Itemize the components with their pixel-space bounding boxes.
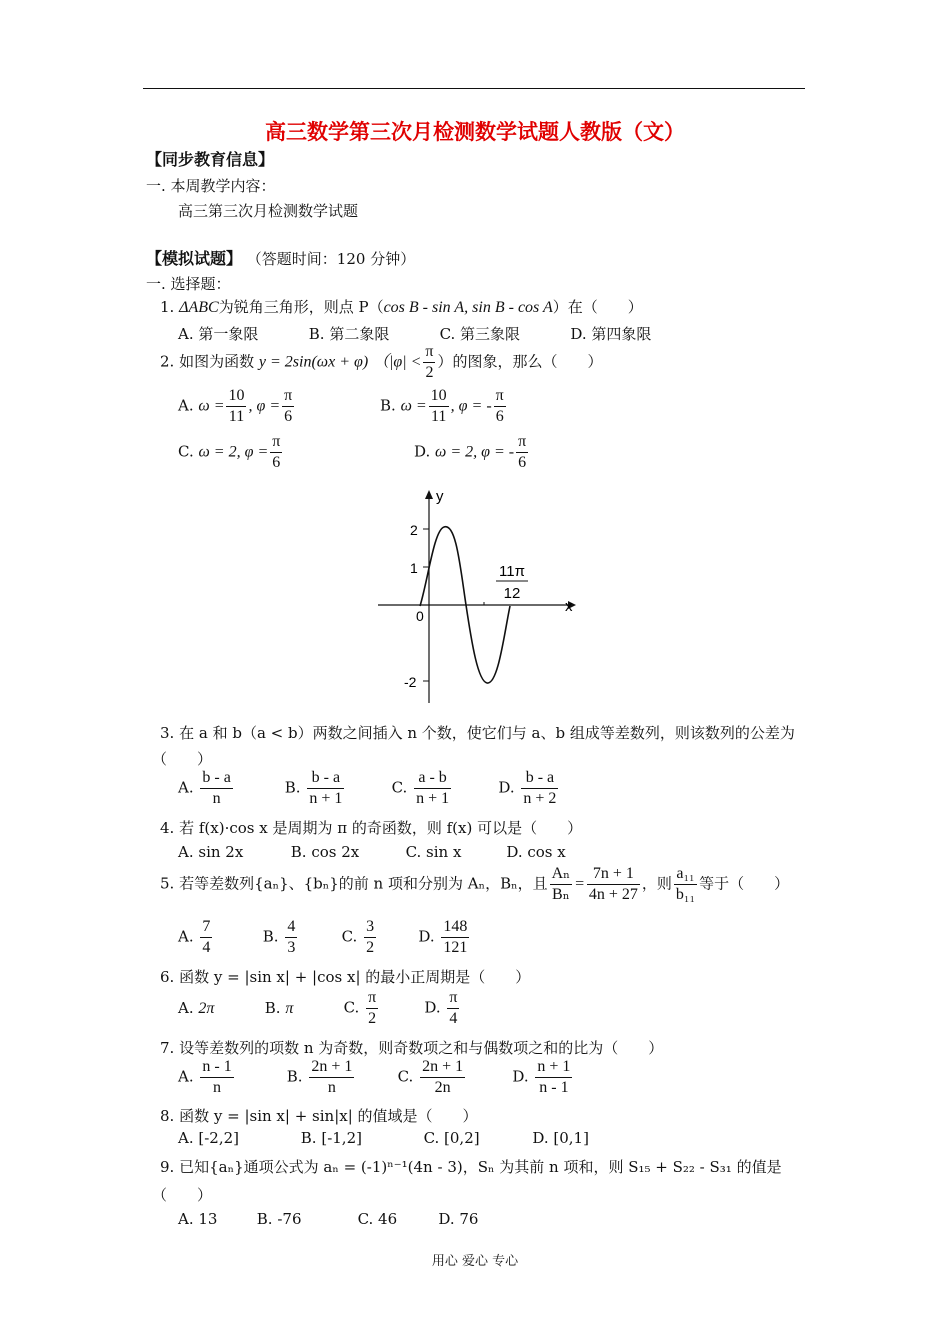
question-3-blank: （ ） xyxy=(152,750,213,768)
option-label: D. xyxy=(424,998,441,1017)
q7-options xyxy=(178,1057,574,1098)
fraction xyxy=(366,988,378,1029)
denominator: 6 xyxy=(284,408,293,425)
numerator: 4 xyxy=(285,917,297,938)
numerator: π xyxy=(423,342,435,363)
q2-option-c xyxy=(178,432,284,473)
question-number: 5. xyxy=(160,874,175,893)
question-number: 9. xyxy=(160,1158,175,1176)
x-mark-denominator: 12 xyxy=(503,585,521,602)
option-label: D. xyxy=(512,1067,529,1086)
option-b xyxy=(263,917,337,958)
option-label: D. xyxy=(498,778,515,797)
option-expr: ω = 2, φ = xyxy=(198,443,269,461)
fraction xyxy=(494,386,506,427)
denominator: n - 1 xyxy=(539,1079,569,1096)
option-expr: ω = 2, φ = - xyxy=(435,443,515,461)
y-axis-arrow xyxy=(425,490,433,499)
question-3 xyxy=(160,722,795,743)
function-expr: y = 2sin(ωx + φ) xyxy=(258,353,369,371)
option-d: D. 76 xyxy=(438,1210,479,1228)
question-text: 函数 y = |sin x| + sin|x| 的值域是（ ） xyxy=(179,1107,478,1125)
option-label: C. xyxy=(341,927,358,946)
option-label: B. xyxy=(284,778,301,797)
option-d xyxy=(512,1057,574,1098)
numerator: b - a xyxy=(200,768,232,789)
option-c: C. 第三象限 xyxy=(439,325,521,343)
triangle-expr: ΔABC xyxy=(179,299,219,316)
denominator: n xyxy=(213,1079,222,1096)
fraction xyxy=(429,386,449,427)
option-label: C. xyxy=(178,442,194,461)
fraction xyxy=(447,988,459,1029)
option-c xyxy=(392,768,494,809)
question-tail: ）在（ ） xyxy=(552,298,643,316)
sine-graph xyxy=(370,485,590,710)
numerator: 7n + 1 xyxy=(587,864,640,885)
denominator: 4n + 27 xyxy=(588,886,638,903)
option-d: D. cos x xyxy=(506,843,566,861)
denominator: n + 2 xyxy=(523,790,557,807)
question-text: 在 a 和 b（a < b）两数之间插入 n 个数，使它们与 a、b 组成等差数列，则该数列的公差为 xyxy=(179,724,795,742)
x-axis-label: x xyxy=(565,598,573,615)
option-b: B. 第二象限 xyxy=(308,325,390,343)
question-text: 如图为函数 xyxy=(179,352,255,371)
question-5: 5. 若等差数列{aₙ}、{bₙ}的前 n 项和分别为 Aₙ，Bₙ，且 $\frac{\text{Aₙ}}{\text{Bₙ}}$ = $\frac{7n + 1}{4n + 27}$ ，则 $\frac{\text{a₁₁}}{\text{b₁₁}}$ 等于（ ） xyxy=(160,865,790,903)
option-label: D. xyxy=(414,442,431,461)
option-c xyxy=(398,1057,508,1098)
q6-options xyxy=(178,988,461,1029)
q5-options xyxy=(178,917,471,958)
fraction xyxy=(307,768,344,809)
numerator: 7 xyxy=(200,917,212,938)
option-label: C. xyxy=(391,778,408,797)
fraction xyxy=(270,432,282,473)
denominator: 2 xyxy=(368,1010,377,1027)
option-label: B. xyxy=(262,927,279,946)
option-a xyxy=(178,768,280,809)
question-number: 1. xyxy=(160,298,175,316)
fraction xyxy=(285,917,297,958)
question-2 xyxy=(160,342,603,383)
numerator: Aₙ xyxy=(550,864,572,885)
question-6 xyxy=(160,966,530,987)
fraction xyxy=(441,917,469,958)
condition-expr: （|φ| < xyxy=(372,353,422,371)
option-expr: , φ = - xyxy=(450,397,492,415)
option-c: C. sin x xyxy=(405,843,462,861)
question-9 xyxy=(160,1156,782,1177)
option-b: B. -76 xyxy=(256,1210,302,1228)
numerator: π xyxy=(366,988,378,1009)
question-1 xyxy=(160,296,643,317)
question-7 xyxy=(160,1037,663,1058)
numerator: π xyxy=(494,386,506,407)
denominator: n + 1 xyxy=(309,790,343,807)
ratio-lhs xyxy=(550,864,572,905)
option-b xyxy=(287,1057,393,1098)
denominator: 11 xyxy=(430,408,447,425)
option-b xyxy=(265,999,339,1018)
numerator: π xyxy=(516,432,528,453)
option-label: D. xyxy=(418,927,435,946)
q3-options xyxy=(178,768,560,809)
numerator: n + 1 xyxy=(535,1057,572,1078)
option-a: A. [-2,2] xyxy=(178,1129,239,1147)
denominator: 4 xyxy=(202,939,211,956)
question-text: 设等差数列的项数 n 为奇数，则奇数项之和与偶数项之和的比为（ ） xyxy=(179,1039,664,1057)
option-a: A. 第一象限 xyxy=(178,325,259,343)
q8-options xyxy=(178,1129,589,1147)
denominator: 6 xyxy=(272,454,281,471)
numerator: b - a xyxy=(307,768,344,789)
option-expr: , φ = xyxy=(248,397,281,415)
numerator: n - 1 xyxy=(200,1057,233,1078)
question-tail: 等于（ ） xyxy=(699,874,790,893)
option-c: C. 46 xyxy=(357,1210,398,1228)
denominator: 11 xyxy=(228,408,245,425)
time-note: （答题时间：120 分钟） xyxy=(246,250,416,268)
page-footer: 用心 爱心 专心 xyxy=(431,1254,519,1269)
denominator: 2n xyxy=(434,1079,451,1096)
numerator: a₁₁ xyxy=(674,864,697,885)
denominator: 2 xyxy=(366,939,375,956)
week-content: 高三第三次月检测数学试题 xyxy=(178,202,359,220)
q9-options xyxy=(178,1210,478,1228)
option-d: D. 第四象限 xyxy=(570,325,652,343)
mock-header-line xyxy=(146,246,415,269)
denominator: 2 xyxy=(425,364,434,381)
question-text: 若 f(x)·cos x 是周期为 π 的奇函数，则 f(x) 可以是（ ） xyxy=(179,819,583,837)
denominator: 3 xyxy=(287,939,296,956)
question-text: 已知{aₙ}通项公式为 aₙ = (-1)ⁿ⁻¹(4n - 3)，Sₙ 为其前 n 项和，则 S₁₅ + S₂₂ - S₃₁ 的值是 xyxy=(179,1158,782,1176)
q4-options xyxy=(178,843,566,861)
denominator: n xyxy=(327,1079,336,1096)
origin-label: 0 xyxy=(416,608,424,624)
x-mark-numerator: 11π xyxy=(499,563,525,580)
option-a: A. sin 2x xyxy=(178,843,244,861)
question-number: 8. xyxy=(160,1107,175,1125)
point-expr: cos B - sin A, sin B - cos A xyxy=(383,299,553,316)
fraction xyxy=(282,386,294,427)
numerator: 2n + 1 xyxy=(309,1057,354,1078)
denominator: b₁₁ xyxy=(675,886,696,903)
option-label: B. xyxy=(264,998,281,1017)
fraction xyxy=(414,768,451,809)
option-label: A. xyxy=(178,778,194,797)
option-d xyxy=(424,988,461,1029)
option-label: A. xyxy=(178,396,194,415)
question-8 xyxy=(160,1105,478,1126)
y-tick-1: 1 xyxy=(410,560,418,576)
q2-option-d xyxy=(414,432,530,473)
numerator: a - b xyxy=(414,768,451,789)
section-choice: 一. 选择题： xyxy=(146,275,231,293)
week-label: 一. 本周教学内容： xyxy=(146,177,276,195)
denominator: Bₙ xyxy=(552,886,570,903)
option-value: 2π xyxy=(198,999,215,1017)
question-text: 函数 y = |sin x| + |cos x| 的最小正周期是（ ） xyxy=(179,968,531,986)
y-tick-2: 2 xyxy=(410,522,418,538)
denominator: 6 xyxy=(495,408,504,425)
question-text: ，则 xyxy=(641,874,672,893)
option-label: C. xyxy=(343,998,360,1017)
numerator: 148 xyxy=(441,917,469,938)
option-b xyxy=(285,768,387,809)
numerator: π xyxy=(270,432,282,453)
fraction xyxy=(521,768,558,809)
numerator: π xyxy=(282,386,294,407)
option-label: A. xyxy=(178,927,194,946)
option-c: C. [0,2] xyxy=(423,1129,480,1147)
question-number: 6. xyxy=(160,968,175,986)
option-c xyxy=(344,988,420,1029)
denominator: n xyxy=(212,790,221,807)
option-d xyxy=(418,917,471,958)
numerator: π xyxy=(447,988,459,1009)
fraction xyxy=(535,1057,572,1098)
question-tail: ）的图象，那么（ ） xyxy=(437,352,603,371)
option-a xyxy=(178,1057,282,1098)
option-label: B. xyxy=(286,1067,303,1086)
fraction xyxy=(364,917,376,958)
fraction xyxy=(516,432,528,473)
question-text: 若等差数列{aₙ}、{bₙ}的前 n 项和分别为 Aₙ，Bₙ，且 xyxy=(179,874,548,893)
mock-header: 【模拟试题】 xyxy=(146,249,243,268)
fraction xyxy=(309,1057,354,1098)
option-b: B. cos 2x xyxy=(290,843,360,861)
option-value: π xyxy=(285,999,294,1017)
question-number: 2. xyxy=(160,352,175,371)
q1-options xyxy=(178,323,651,344)
header-rule xyxy=(143,88,805,89)
numerator: 3 xyxy=(364,917,376,938)
option-expr: ω = xyxy=(400,397,427,415)
option-expr: ω = xyxy=(198,397,225,415)
denominator: 4 xyxy=(449,1010,458,1027)
option-label: A. xyxy=(178,1067,194,1086)
fraction xyxy=(226,386,246,427)
question-9-blank: （ ） xyxy=(152,1186,213,1204)
denominator: 121 xyxy=(443,939,468,956)
option-a xyxy=(178,917,258,958)
ratio-rhs xyxy=(587,864,640,905)
fraction xyxy=(200,768,232,809)
y-axis-label: y xyxy=(436,488,444,505)
question-4 xyxy=(160,817,582,838)
condition-fraction xyxy=(423,342,435,383)
option-c xyxy=(342,917,414,958)
option-label: C. xyxy=(397,1067,414,1086)
option-d: D. [0,1] xyxy=(532,1129,589,1147)
option-label: B. xyxy=(380,396,396,415)
q2-option-b xyxy=(380,386,508,427)
denominator: 6 xyxy=(518,454,527,471)
question-number: 7. xyxy=(160,1039,175,1057)
question-text: 为锐角三角形，则点 P（ xyxy=(218,298,384,316)
numerator: 10 xyxy=(429,386,449,407)
question-number: 3. xyxy=(160,724,175,742)
numerator: 10 xyxy=(226,386,246,407)
fraction xyxy=(420,1057,465,1098)
option-d xyxy=(498,768,560,809)
question-number: 4. xyxy=(160,819,175,837)
denominator: n + 1 xyxy=(416,790,450,807)
fraction xyxy=(200,917,212,958)
ratio-query xyxy=(674,864,697,905)
fraction xyxy=(200,1057,233,1098)
option-label: A. xyxy=(178,998,194,1017)
numerator: b - a xyxy=(521,768,558,789)
option-b: B. [-1,2] xyxy=(300,1129,362,1147)
q2-option-a xyxy=(178,386,296,427)
option-a xyxy=(178,999,260,1018)
numerator: 2n + 1 xyxy=(420,1057,465,1078)
y-tick-neg2: -2 xyxy=(404,674,417,690)
page-title: 高三数学第三次月检测数学试题人教版（文） xyxy=(265,120,685,144)
option-a: A. 13 xyxy=(178,1210,218,1228)
sync-header: 【同步教育信息】 xyxy=(146,150,275,169)
